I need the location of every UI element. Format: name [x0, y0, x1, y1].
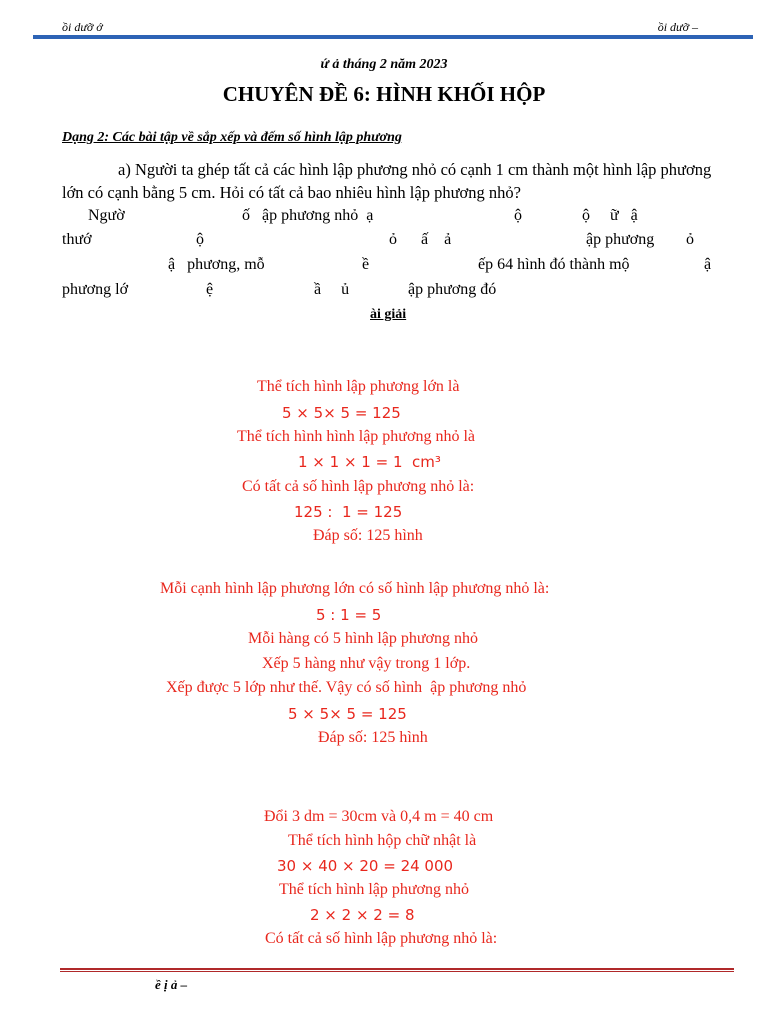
problem-a: [62, 158, 722, 204]
problem-b-fragment: ập phương: [586, 231, 655, 248]
problem-b-fragment: ầ ủ: [314, 281, 350, 298]
solution-3-line: Thể tích hình hộp chữ nhật là: [288, 832, 477, 849]
footer-text: ề ị ả –: [155, 977, 188, 992]
problem-a-text: a) Người ta ghép tất cả các hình lập phương nhỏ có cạnh 1 cm thành một hình lập phương lớn có cạnh bằng 5 cm. Hỏi có tất cả bao nhiêu hình lập phương nhỏ?: [62, 160, 712, 202]
problem-b-fragment: ố ập phương nhỏ ạ: [242, 207, 374, 224]
solution-2-line: Xếp được 5 lớp như thế. Vậy có số hình ập phương nhỏ: [166, 679, 527, 696]
solution-3-line: Có tất cả số hình lập phương nhỏ là:: [265, 930, 498, 947]
solution-2-math: 5 × 5× 5 = 125: [288, 705, 407, 723]
document-title: CHUYÊN ĐỀ 6: HÌNH KHỐI HỘP: [222, 82, 546, 106]
solution-3-line: Đổi 3 dm = 30cm và 0,4 m = 40 cm: [264, 808, 494, 825]
date-line: ứ ả tháng 2 năm 2023: [320, 57, 448, 72]
solution-3-math: 2 × 2 × 2 = 8: [310, 906, 415, 924]
problem-b-fragment: thướ: [62, 231, 92, 248]
problem-b-fragment: ề: [362, 256, 370, 273]
problem-b-fragment: Ngườ: [88, 207, 125, 224]
solution-1-line: Thể tích hình hình lập phương nhỏ là: [237, 428, 475, 445]
solution-1-line: Thể tích hình lập phương lớn là: [257, 378, 460, 395]
problem-b-fragment: ậ: [704, 256, 712, 273]
problem-b-fragment: ập phương đó: [408, 281, 497, 298]
solution-2-math: 5 : 1 = 5: [316, 606, 382, 624]
solution-1-line: Có tất cả số hình lập phương nhỏ là:: [242, 478, 475, 495]
solution-1-math: 1 × 1 × 1 = 1 cm³: [298, 453, 441, 471]
solution-1-math: 5 × 5× 5 = 125: [282, 404, 401, 422]
section-subtitle: Dạng 2: Các bài tập về sắp xếp và đếm số hình lập phương: [62, 130, 402, 145]
solution-heading: ài giải: [370, 307, 407, 322]
solution-2-line: Xếp 5 hàng như vậy trong 1 lớp.: [262, 655, 471, 672]
solution-2-line: Mỗi hàng có 5 hình lập phương nhỏ: [248, 630, 478, 647]
header-right-text: ồi dưỡ –: [657, 20, 698, 34]
problem-b-fragment: ậ phương, mỗ: [168, 256, 265, 273]
problem-b-fragment: ộ: [196, 231, 204, 248]
problem-b-fragment: ộ ữ ậ: [582, 207, 638, 224]
problem-b-fragment: ếp 64 hình đó thành mộ: [478, 256, 630, 273]
problem-b-fragment: ỏ ấ ả: [389, 231, 452, 248]
solution-1-answer: Đáp số: 125 hình: [313, 527, 423, 544]
header-rule: [33, 35, 753, 39]
header-left-text: ồi dưỡ ớ: [62, 20, 103, 34]
problem-b-fragment: ỏ: [686, 231, 694, 248]
solution-3-line: Thể tích hình lập phương nhỏ: [279, 881, 469, 898]
problem-b-fragment: ệ: [206, 281, 214, 298]
solution-3-math: 30 × 40 × 20 = 24 000: [277, 857, 454, 875]
problem-b-fragment: phương lớ: [62, 281, 129, 298]
solution-2-answer: Đáp số: 125 hình: [318, 729, 428, 746]
footer-rule: [60, 968, 734, 972]
solution-2-line: Mỗi cạnh hình lập phương lớn có số hình lập phương nhỏ là:: [160, 580, 550, 597]
solution-1-math: 125 : 1 = 125: [294, 503, 403, 521]
problem-b-fragment: ộ: [514, 207, 522, 224]
